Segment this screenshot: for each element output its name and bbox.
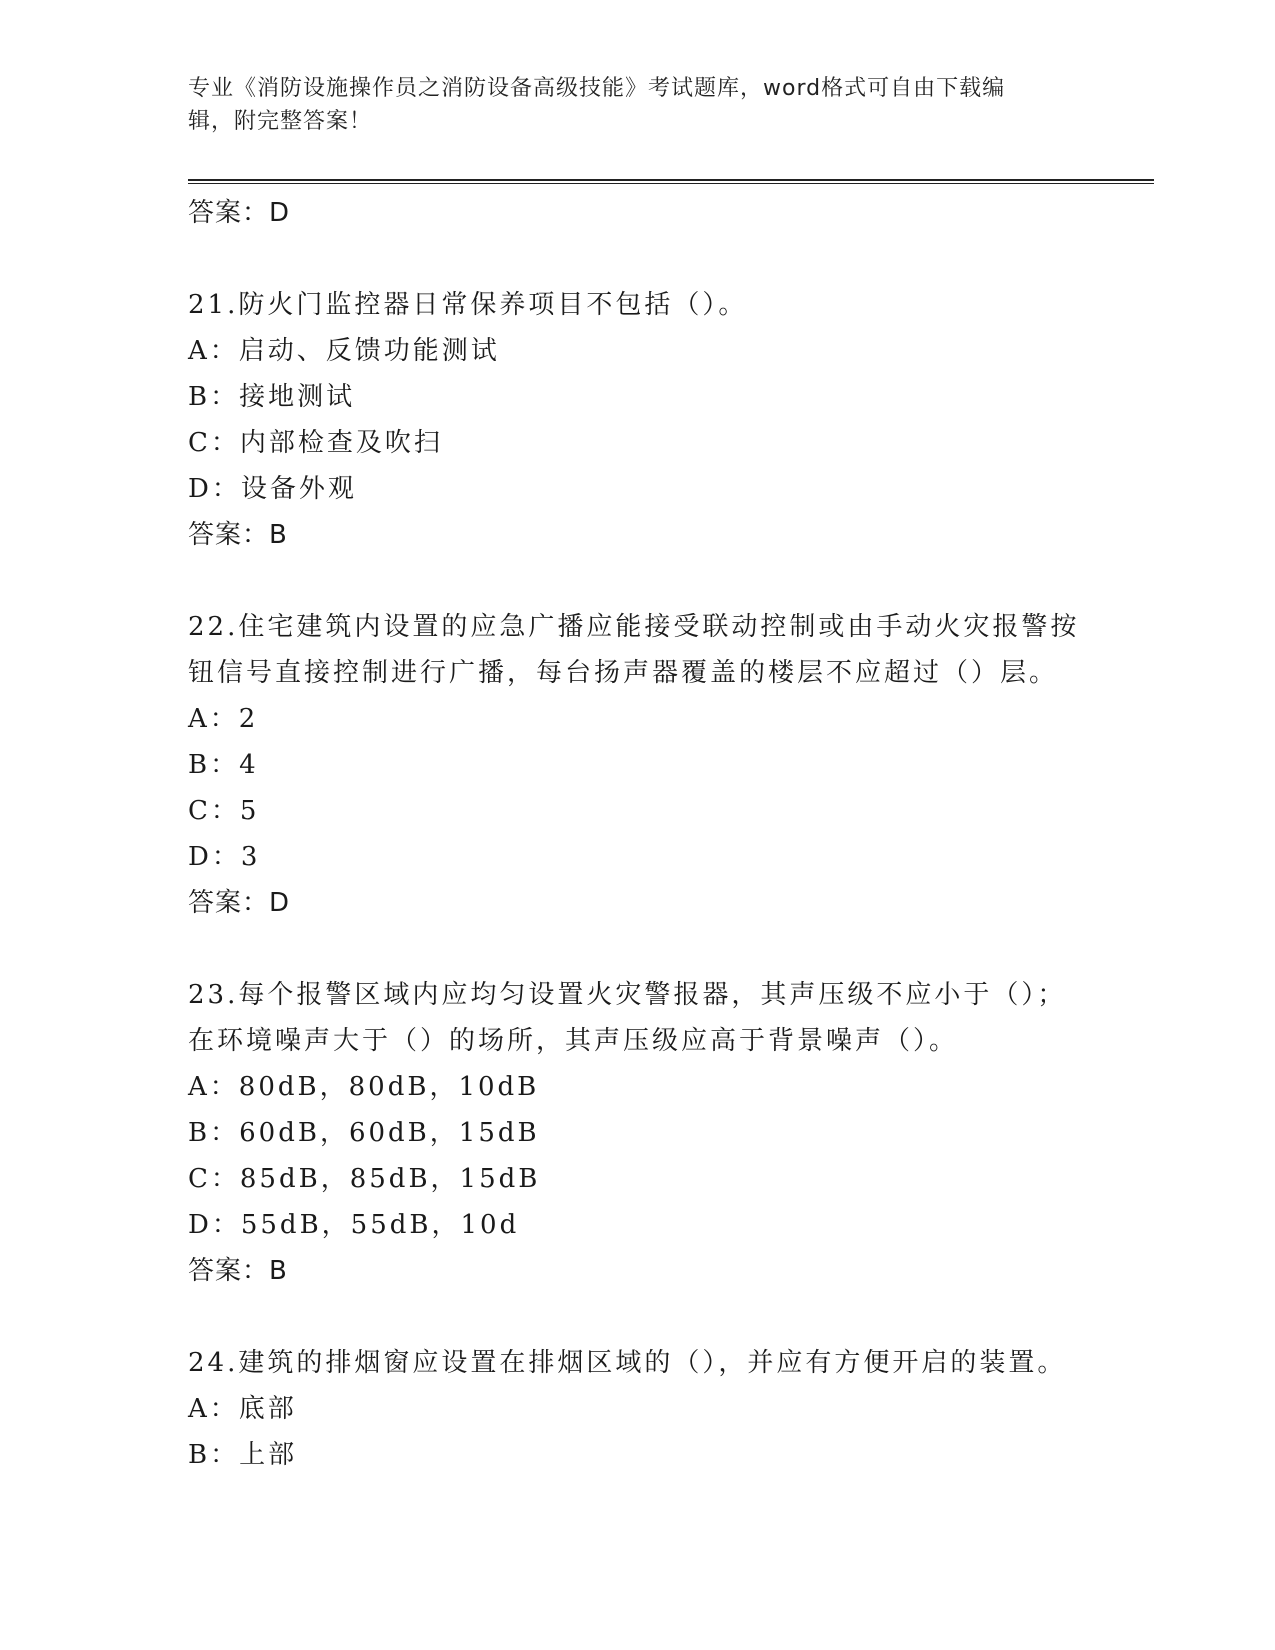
question-stem: 21.防火门监控器日常保养项目不包括（）。 — [188, 290, 748, 320]
option-d: D：3 — [188, 842, 261, 872]
option-b: B：60dB，60dB，15dB — [188, 1118, 540, 1148]
option-c: C：5 — [188, 796, 260, 826]
question-list — [188, 190, 1088, 1478]
option-a: A：80dB，80dB，10dB — [188, 1072, 540, 1102]
option-d: D：设备外观 — [188, 474, 357, 504]
option-c: C：内部检查及吹扫 — [188, 428, 443, 458]
option-a: A：启动、反馈功能测试 — [188, 336, 500, 366]
option-a: A：2 — [188, 704, 259, 734]
option-b: B：4 — [188, 750, 259, 780]
header-divider-top — [188, 179, 1154, 181]
answer-line: 答案：D — [188, 888, 291, 918]
question-block-21 — [188, 282, 1088, 558]
header-line-2: 辑，附完整答案！ — [188, 109, 373, 134]
option-d: D：55dB，55dB，10d — [188, 1210, 520, 1240]
question-block-24 — [188, 1340, 1088, 1478]
header-divider-bottom — [188, 183, 1154, 184]
document-header — [188, 72, 1068, 138]
question-block-23 — [188, 972, 1088, 1294]
option-a: A：底部 — [188, 1394, 297, 1424]
question-stem: 22.住宅建筑内设置的应急广播应能接受联动控制或由手动火灾报警按钮信号直接控制进行广播，每台扬声器覆盖的楼层不应超过（）层。 — [188, 612, 1080, 688]
question-stem: 24.建筑的排烟窗应设置在排烟区域的（），并应有方便开启的装置。 — [188, 1348, 1067, 1378]
answer-line: 答案：B — [188, 520, 288, 550]
answer-line: 答案：B — [188, 1256, 288, 1286]
option-b: B：上部 — [188, 1440, 298, 1470]
option-b: B：接地测试 — [188, 382, 356, 412]
question-stem: 23.每个报警区域内应均匀设置火灾警报器，其声压级不应小于（）；在环境噪声大于（）的场所，其声压级应高于背景噪声（）。 — [188, 980, 1067, 1056]
header-line-1: 专业《消防设施操作员之消防设备高级技能》考试题库，word格式可自由下载编 — [188, 76, 1006, 101]
option-c: C：85dB，85dB，15dB — [188, 1164, 541, 1194]
question-block-22 — [188, 604, 1088, 926]
answer-line: 答案：D — [188, 198, 291, 228]
